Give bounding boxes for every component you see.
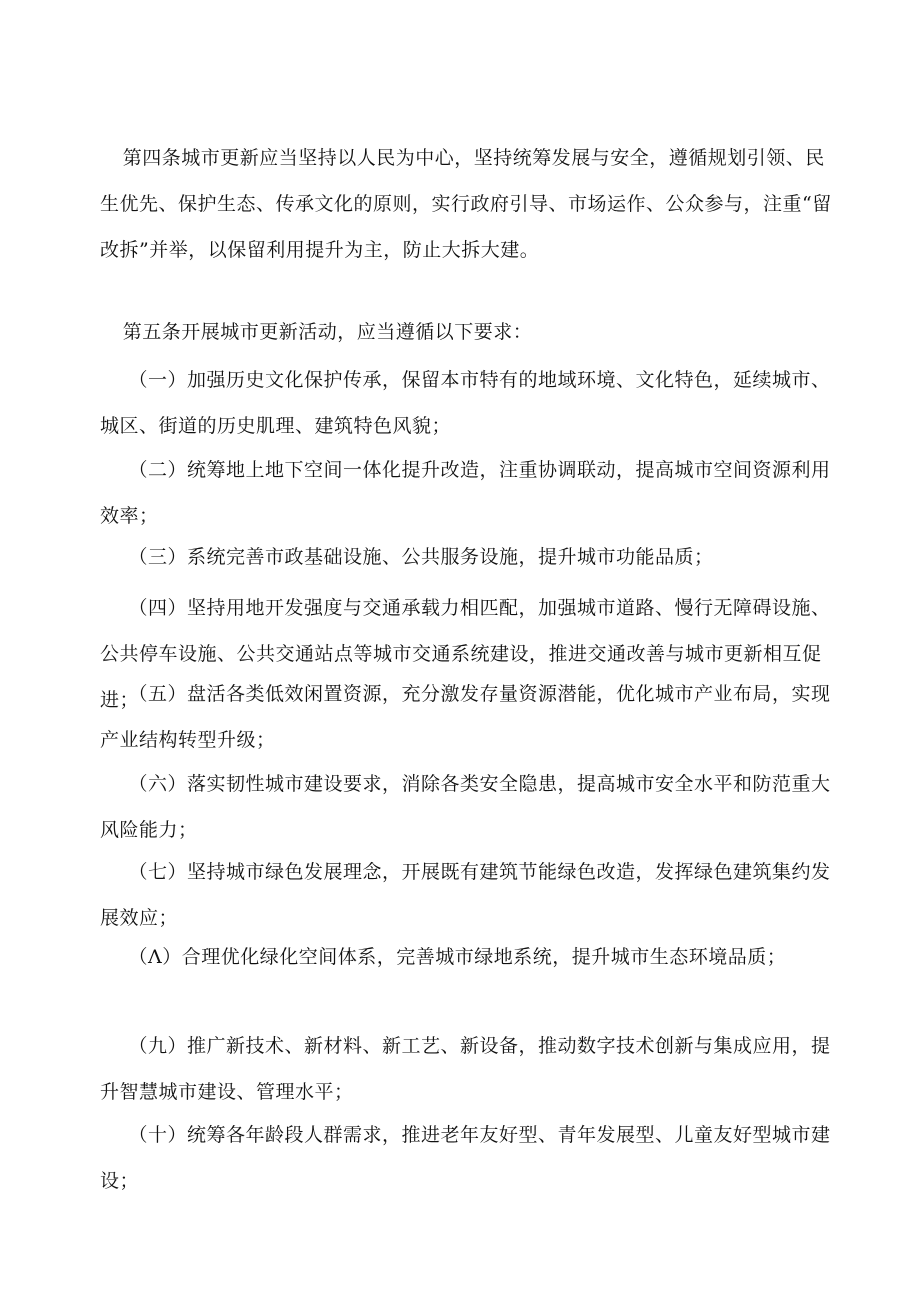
list-item: （十）统筹各年龄段人群需求，推进老年友好型、青年发展型、儿童友好型城市建设； — [100, 1124, 831, 1192]
list-item: （三）系统完善市政基础设施、公共服务设施，提升城市功能品质； — [128, 546, 714, 568]
list-item: （七）坚持城市绿色发展理念，开展既有建筑节能绿色改造，发挥绿色建筑集约发展效应； — [100, 861, 831, 929]
list-item: （九）推广新技术、新材料、新工艺、新设备，推动数字技术创新与集成应用，提升智慧城市建设、管理水平； — [100, 1035, 831, 1103]
list-item: （五）盘活各类低效闲置资源，充分激发存量资源潜能，优化城市产业布局，实现产业结构转型升级； — [100, 683, 831, 751]
list-item: （六）落实韧性城市建设要求，消除各类安全隐患，提高城市安全水平和防范重大风险能力； — [100, 773, 831, 841]
article-5-intro: 第五条开展城市更新活动，应当遵循以下要求： — [122, 321, 533, 343]
list-item: （四）坚持用地开发强度与交通承载力相匹配，加强城市道路、慢行无障碍设施、公共停车设施、公共交通站点等城市交通系统建设，推进交通改善与城市更新相互促进； — [100, 597, 831, 711]
article-4-paragraph: 第四条城市更新应当坚持以人民为中心，坚持统筹发展与安全，遵循规划引领、民生优先、保护生态、传承文化的原则，实行政府引导、市场运作、公众参与，注重“留改拆”并举，以保留利用提升为主，防止大拆大建。 — [100, 147, 832, 261]
list-item: （二）统筹地上地下空间一体化提升改造，注重协调联动，提高城市空间资源利用效率； — [100, 459, 831, 527]
list-item: （Λ）合理优化绿化空间体系，完善城市绿地系统，提升城市生态环境品质； — [128, 946, 787, 968]
list-item: （一）加强历史文化保护传承，保留本市特有的地域环境、文化特色，延续城市、城区、街道的历史肌理、建筑特色风貌； — [100, 369, 831, 437]
